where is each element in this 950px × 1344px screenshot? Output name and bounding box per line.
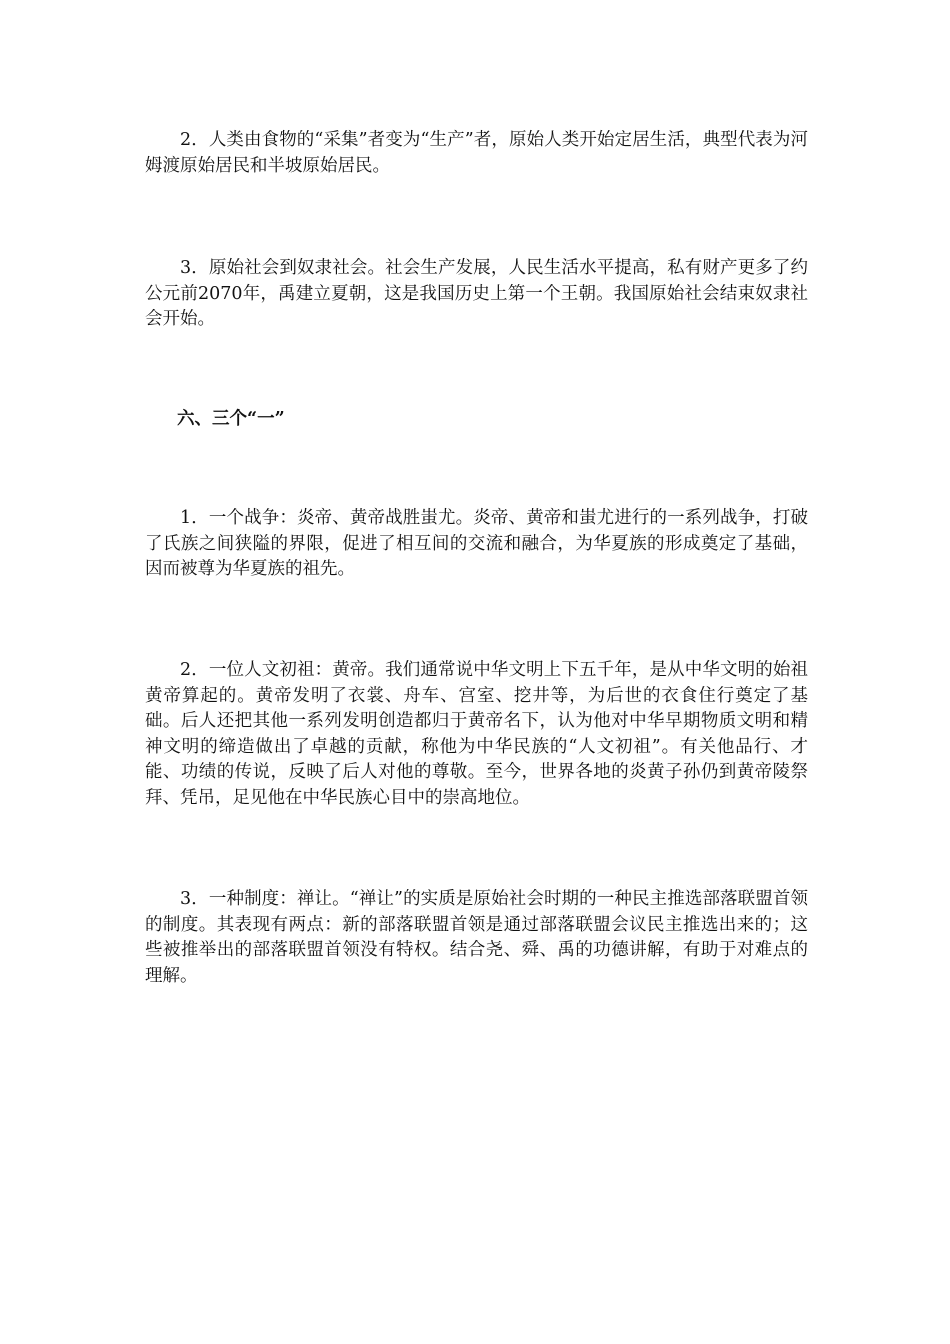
paragraph-food-production: 2．人类由食物的“采集”者变为“生产”者，原始人类开始定居生活，典型代表为河姆渡原始居民和半坡原始居民。 xyxy=(145,130,808,176)
paragraph-huangdi: 2．一位人文初祖：黄帝。我们通常说中华文明上下五千年，是从中华文明的始祖黄帝算起的。黄帝发明了衣裳、舟车、宫室、挖井等，为后世的衣食住行奠定了基础。后人还把其他一系列发明创造都归于黄帝名下，认为他对中华早期物质文明和精神文明的缔造做出了卓越的贡献，称他为中华民族的“人文初祖”。有关他品行、才能、功绩的传说，反映了后人对他的尊敬。至今，世界各地的炎黄子孙仍到黄帝陵祭拜、凭吊，足见他在中华民族心目中的崇高地位。 xyxy=(145,660,808,808)
paragraph-primitive-to-slave: 3．原始社会到奴隶社会。社会生产发展，人民生活水平提高，私有财产更多了约公元前2070年，禹建立夏朝，这是我国历史上第一个王朝。我国原始社会结束奴隶社会开始。 xyxy=(145,258,808,329)
paragraph-abdication: 3．一种制度：禅让。“禅让”的实质是原始社会时期的一种民主推选部落联盟首领的制度。其表现有两点：新的部落联盟首领是通过部落联盟会议民主推选出来的；这些被推举出的部落联盟首领没有特权。结合尧、舜、禹的功德讲解，有助于对难点的理解。 xyxy=(145,889,808,986)
section-heading: 六、三个“一” xyxy=(177,409,285,429)
paragraph-war: 1．一个战争：炎帝、黄帝战胜蚩尤。炎帝、黄帝和蚩尤进行的一系列战争，打破了氏族之间狭隘的界限，促进了相互间的交流和融合，为华夏族的形成奠定了基础，因而被尊为华夏族的祖先。 xyxy=(145,508,808,579)
